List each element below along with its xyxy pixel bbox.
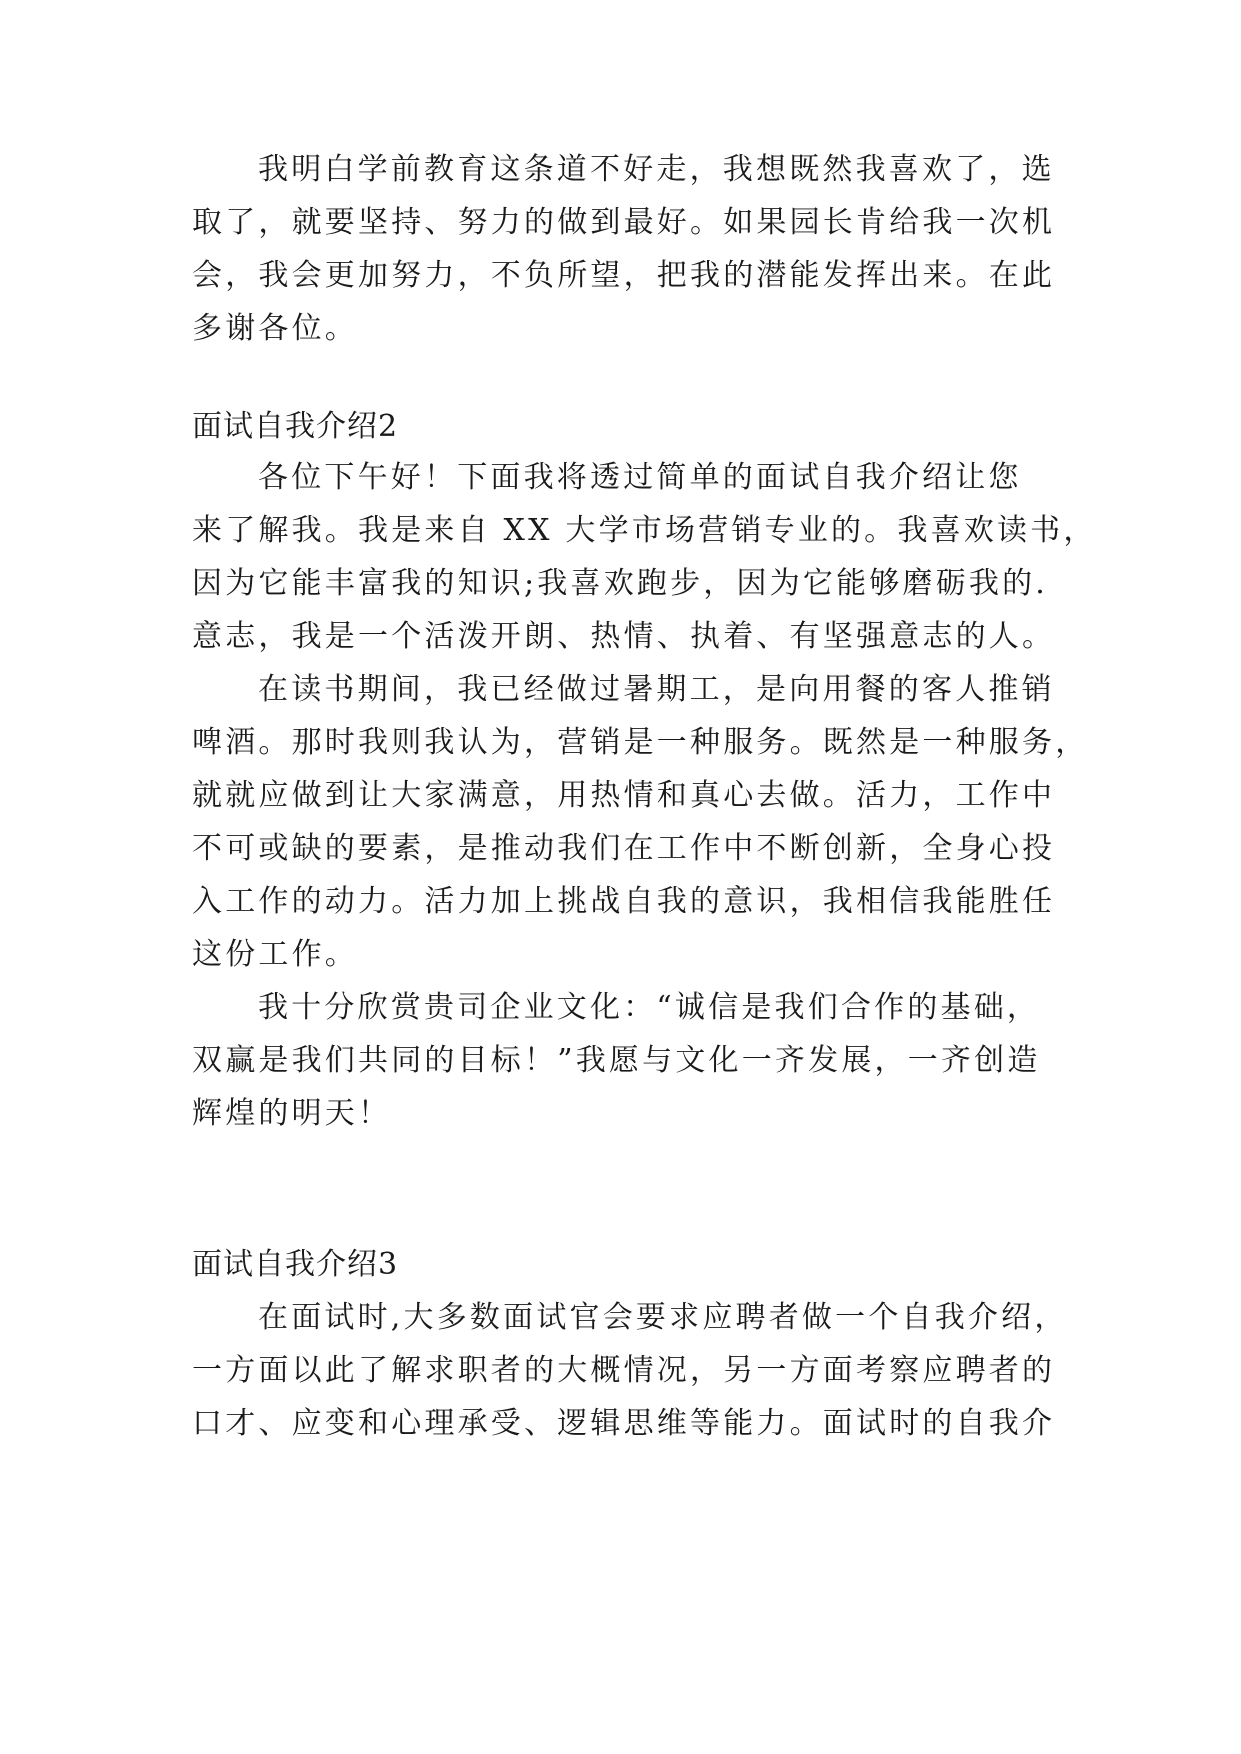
text-line: 一方面以此了解求职者的大概情况，另一方面考察应聘者的 (192, 1353, 1056, 1388)
text-line: 来了解我。我是来自 XX 大学市场营销专业的。我喜欢读书， (192, 513, 1097, 548)
text-line: 辉煌的明天！ (192, 1096, 392, 1131)
text-line: 多谢各位。 (192, 311, 358, 346)
section-heading: 面试自我介绍2 (192, 409, 399, 444)
text-line: 口才、应变和心理承受、逻辑思维等能力。面试时的自我介 (192, 1406, 1056, 1441)
text-line: 各位下午好！下面我将透过简单的面试自我介绍让您 (258, 460, 1022, 495)
text-line: 在面试时,大多数面试官会要求应聘者做一个自我介绍， (258, 1300, 1068, 1335)
section-heading: 面试自我介绍3 (192, 1247, 399, 1282)
text-line: 啤酒。那时我则我认为，营销是一种服务。既然是一种服务， (192, 725, 1089, 760)
text-line: 入工作的动力。活力加上挑战自我的意识，我相信我能胜任 (192, 884, 1056, 919)
text-line: 双赢是我们共同的目标！”我愿与文化一齐发展，一齐创造 (192, 1043, 1041, 1078)
text-line: 在读书期间，我已经做过暑期工，是向用餐的客人推销 (258, 672, 1055, 707)
text-line: 因为它能丰富我的知识;我喜欢跑步，因为它能够磨砺我的. (192, 566, 1049, 601)
text-line: 意志，我是一个活泼开朗、热情、执着、有坚强意志的人。 (192, 619, 1056, 654)
text-line: 这份工作。 (192, 937, 358, 972)
text-line: 就就应做到让大家满意，用热情和真心去做。活力，工作中 (192, 778, 1056, 813)
text-line: 不可或缺的要素，是推动我们在工作中不断创新，全身心投 (192, 831, 1056, 866)
text-line: 我明白学前教育这条道不好走，我想既然我喜欢了，选 (258, 152, 1055, 187)
text-line: 我十分欣赏贵司企业文化：“诚信是我们合作的基础， (258, 990, 1041, 1025)
text-line: 会，我会更加努力，不负所望，把我的潜能发挥出来。在此 (192, 258, 1056, 293)
text-line: 取了，就要坚持、努力的做到最好。如果园长肯给我一次机 (192, 205, 1056, 240)
